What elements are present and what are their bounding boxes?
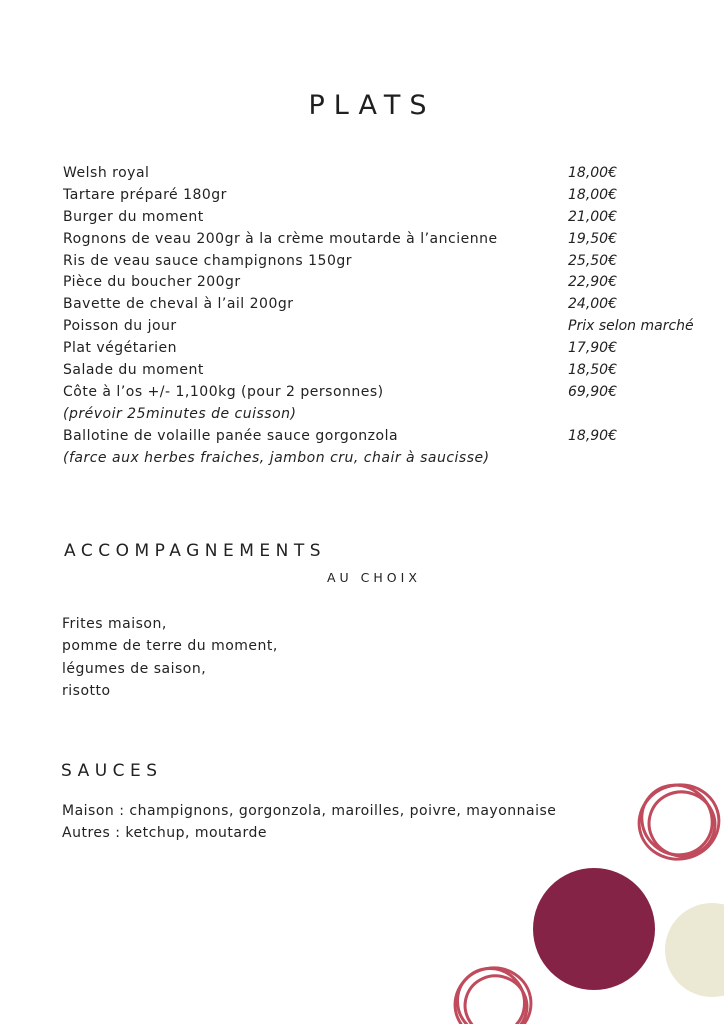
- dish-row: [63, 426, 703, 448]
- dish-row: [63, 382, 703, 404]
- scribble-ring-top: [628, 771, 724, 869]
- dish-price: 17,90€: [568, 340, 617, 357]
- dish-row: [63, 185, 703, 207]
- accompagnements-title: ACCOMPAGNEMENTS: [64, 541, 327, 561]
- dish-row: [63, 338, 703, 360]
- dish-price: 19,50€: [568, 230, 617, 247]
- sauces-title: SAUCES: [61, 761, 163, 781]
- dish-name: Plat végétarien: [63, 340, 177, 357]
- list-item: risotto: [62, 682, 111, 699]
- burgundy-circle: [533, 868, 655, 990]
- dish-row: [63, 316, 703, 338]
- dish-price: 24,00€: [568, 296, 617, 313]
- dish-name: Bavette de cheval à l’ail 200gr: [63, 296, 294, 313]
- dish-row: [63, 207, 703, 229]
- dish-row: [63, 294, 703, 316]
- dish-price: 22,90€: [568, 274, 617, 291]
- dish-row: [63, 272, 703, 294]
- dish-price: 18,50€: [568, 362, 617, 379]
- dish-name: Rognons de veau 200gr à la crème moutarde à l’ancienne: [63, 230, 498, 247]
- dish-name: Ris de veau sauce champignons 150gr: [63, 252, 352, 269]
- dish-name: Welsh royal: [63, 165, 150, 181]
- accompagnements-list: [62, 613, 278, 702]
- dish-name: Côte à l’os +/- 1,100kg (pour 2 personnes): [63, 383, 384, 400]
- sauces-list: [62, 800, 556, 844]
- dish-price: 18,90€: [568, 427, 617, 444]
- dish-name: Tartare préparé 180gr: [63, 186, 227, 203]
- dish-row: [63, 163, 703, 185]
- list-item: Frites maison,: [62, 616, 167, 632]
- plats-title: PLATS: [308, 90, 436, 121]
- dish-name: Poisson du jour: [63, 318, 177, 335]
- dish-note: (farce aux herbes fraiches, jambon cru, chair à saucisse): [63, 449, 490, 466]
- dish-name: Pièce du boucher 200gr: [63, 274, 241, 291]
- dish-price: Prix selon marché: [568, 318, 694, 335]
- scribble-ring-bottom: [444, 955, 539, 1024]
- sauce-line: Autres : ketchup, moutarde: [62, 825, 268, 841]
- dish-note-row: [63, 404, 703, 426]
- dish-price: 25,50€: [568, 252, 617, 269]
- dish-row: [63, 251, 703, 273]
- dish-name: Burger du moment: [63, 208, 204, 225]
- plats-list: [63, 163, 703, 469]
- dish-name: Ballotine de volaille panée sauce gorgonzola: [63, 427, 399, 444]
- dish-price: 18,00€: [568, 186, 617, 203]
- dish-price: 69,90€: [568, 383, 617, 400]
- dish-price: 21,00€: [568, 208, 617, 225]
- list-item: légumes de saison,: [62, 660, 207, 677]
- accompagnements-subtitle: AU CHOIX: [327, 570, 421, 585]
- beige-circle: [665, 903, 724, 997]
- sauce-line: Maison : champignons, gorgonzola, maroilles, poivre, mayonnaise: [62, 803, 557, 819]
- dish-row: [63, 360, 703, 382]
- dish-note-row: [63, 448, 703, 470]
- dish-note: (prévoir 25minutes de cuisson): [63, 405, 297, 422]
- dish-row: [63, 229, 703, 251]
- dish-name: Salade du moment: [63, 362, 204, 379]
- list-item: pomme de terre du moment,: [62, 638, 278, 655]
- dish-price: 18,00€: [568, 165, 617, 181]
